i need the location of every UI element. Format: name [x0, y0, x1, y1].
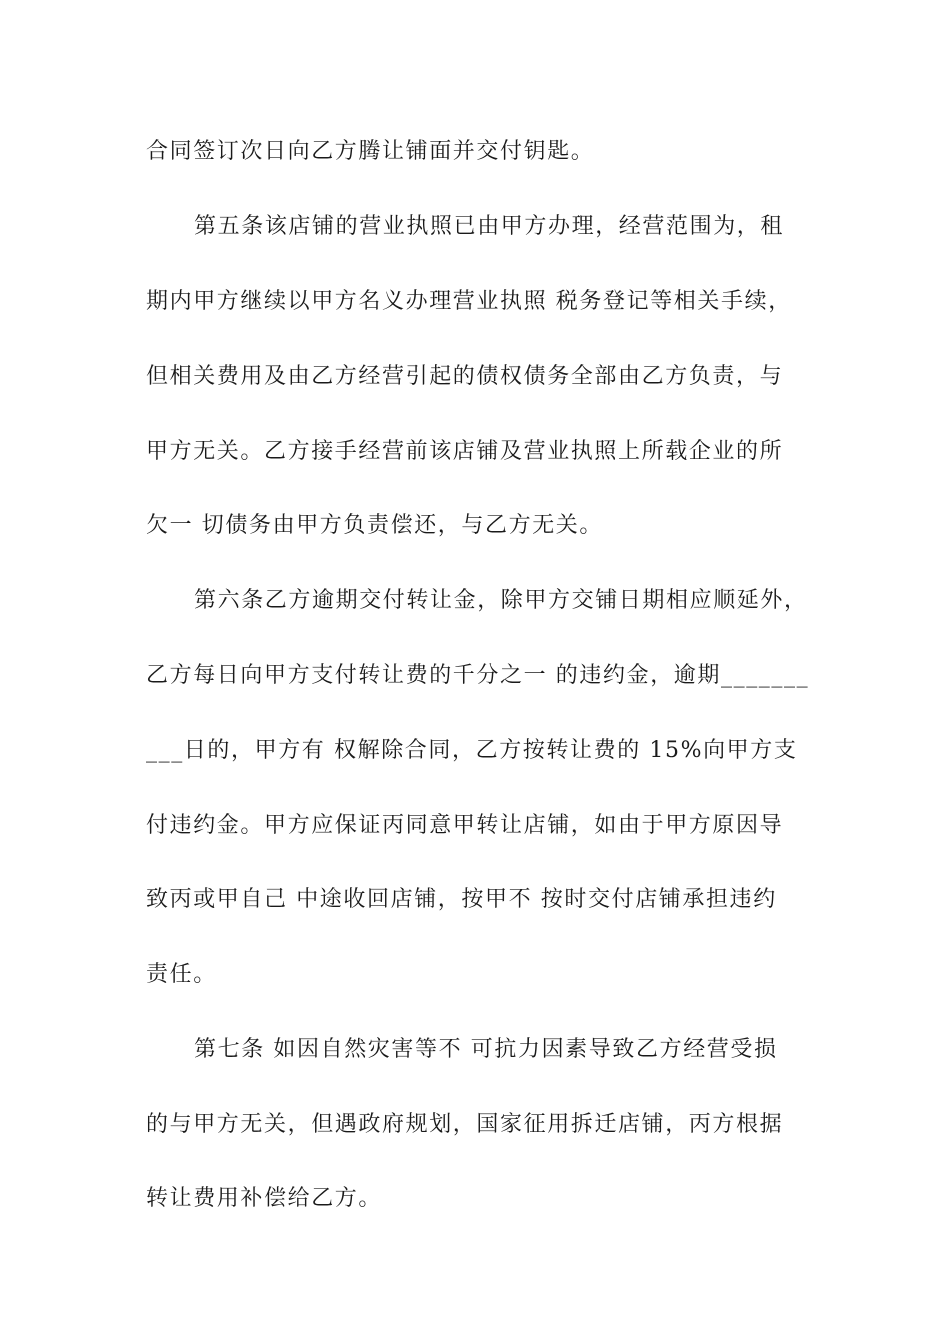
- text-line: 甲方无关。乙方接手经营前该店铺及营业执照上所载企业的所: [146, 439, 784, 464]
- text-line: 但相关费用及由乙方经营引起的债权债务全部由乙方负责，与: [146, 364, 784, 389]
- text-line: 的与甲方无关，但遇政府规划，国家征用拆迁店铺，丙方根据: [146, 1112, 784, 1137]
- text-line: 责任。: [146, 962, 217, 987]
- text-line: 欠一 切债务由甲方负责偿还，与乙方无关。: [146, 513, 603, 538]
- text-line: 付违约金。甲方应保证丙同意甲转让店铺，如由于甲方原因导: [146, 813, 784, 838]
- paragraph-article-6-line: 第六条乙方逾期交付转让金，除甲方交铺日期相应顺延外，: [194, 588, 808, 613]
- paragraph-article-7-line: 第七条 如因自然灾害等不 可抗力因素导致乙方经营受损: [194, 1037, 778, 1062]
- text-line: 致丙或甲自己 中途收回店铺，按甲不 按时交付店铺承担违约: [146, 887, 777, 912]
- text-line: 期内甲方继续以甲方名义办理营业执照 税务登记等相关手续，: [146, 289, 792, 314]
- text-line: 转让费用补偿给乙方。: [146, 1186, 383, 1211]
- paragraph-article-5-line: 第五条该店铺的营业执照已由甲方办理，经营范围为，租: [194, 214, 785, 239]
- text-line: 合同签订次日向乙方腾让铺面并交付钥匙。: [146, 139, 595, 164]
- text-line: ___日的，甲方有 权解除合同，乙方按转让费的 15%向甲方支: [146, 738, 798, 763]
- text-line: 乙方每日向甲方支付转让费的千分之一 的违约金，逾期_______: [146, 663, 810, 688]
